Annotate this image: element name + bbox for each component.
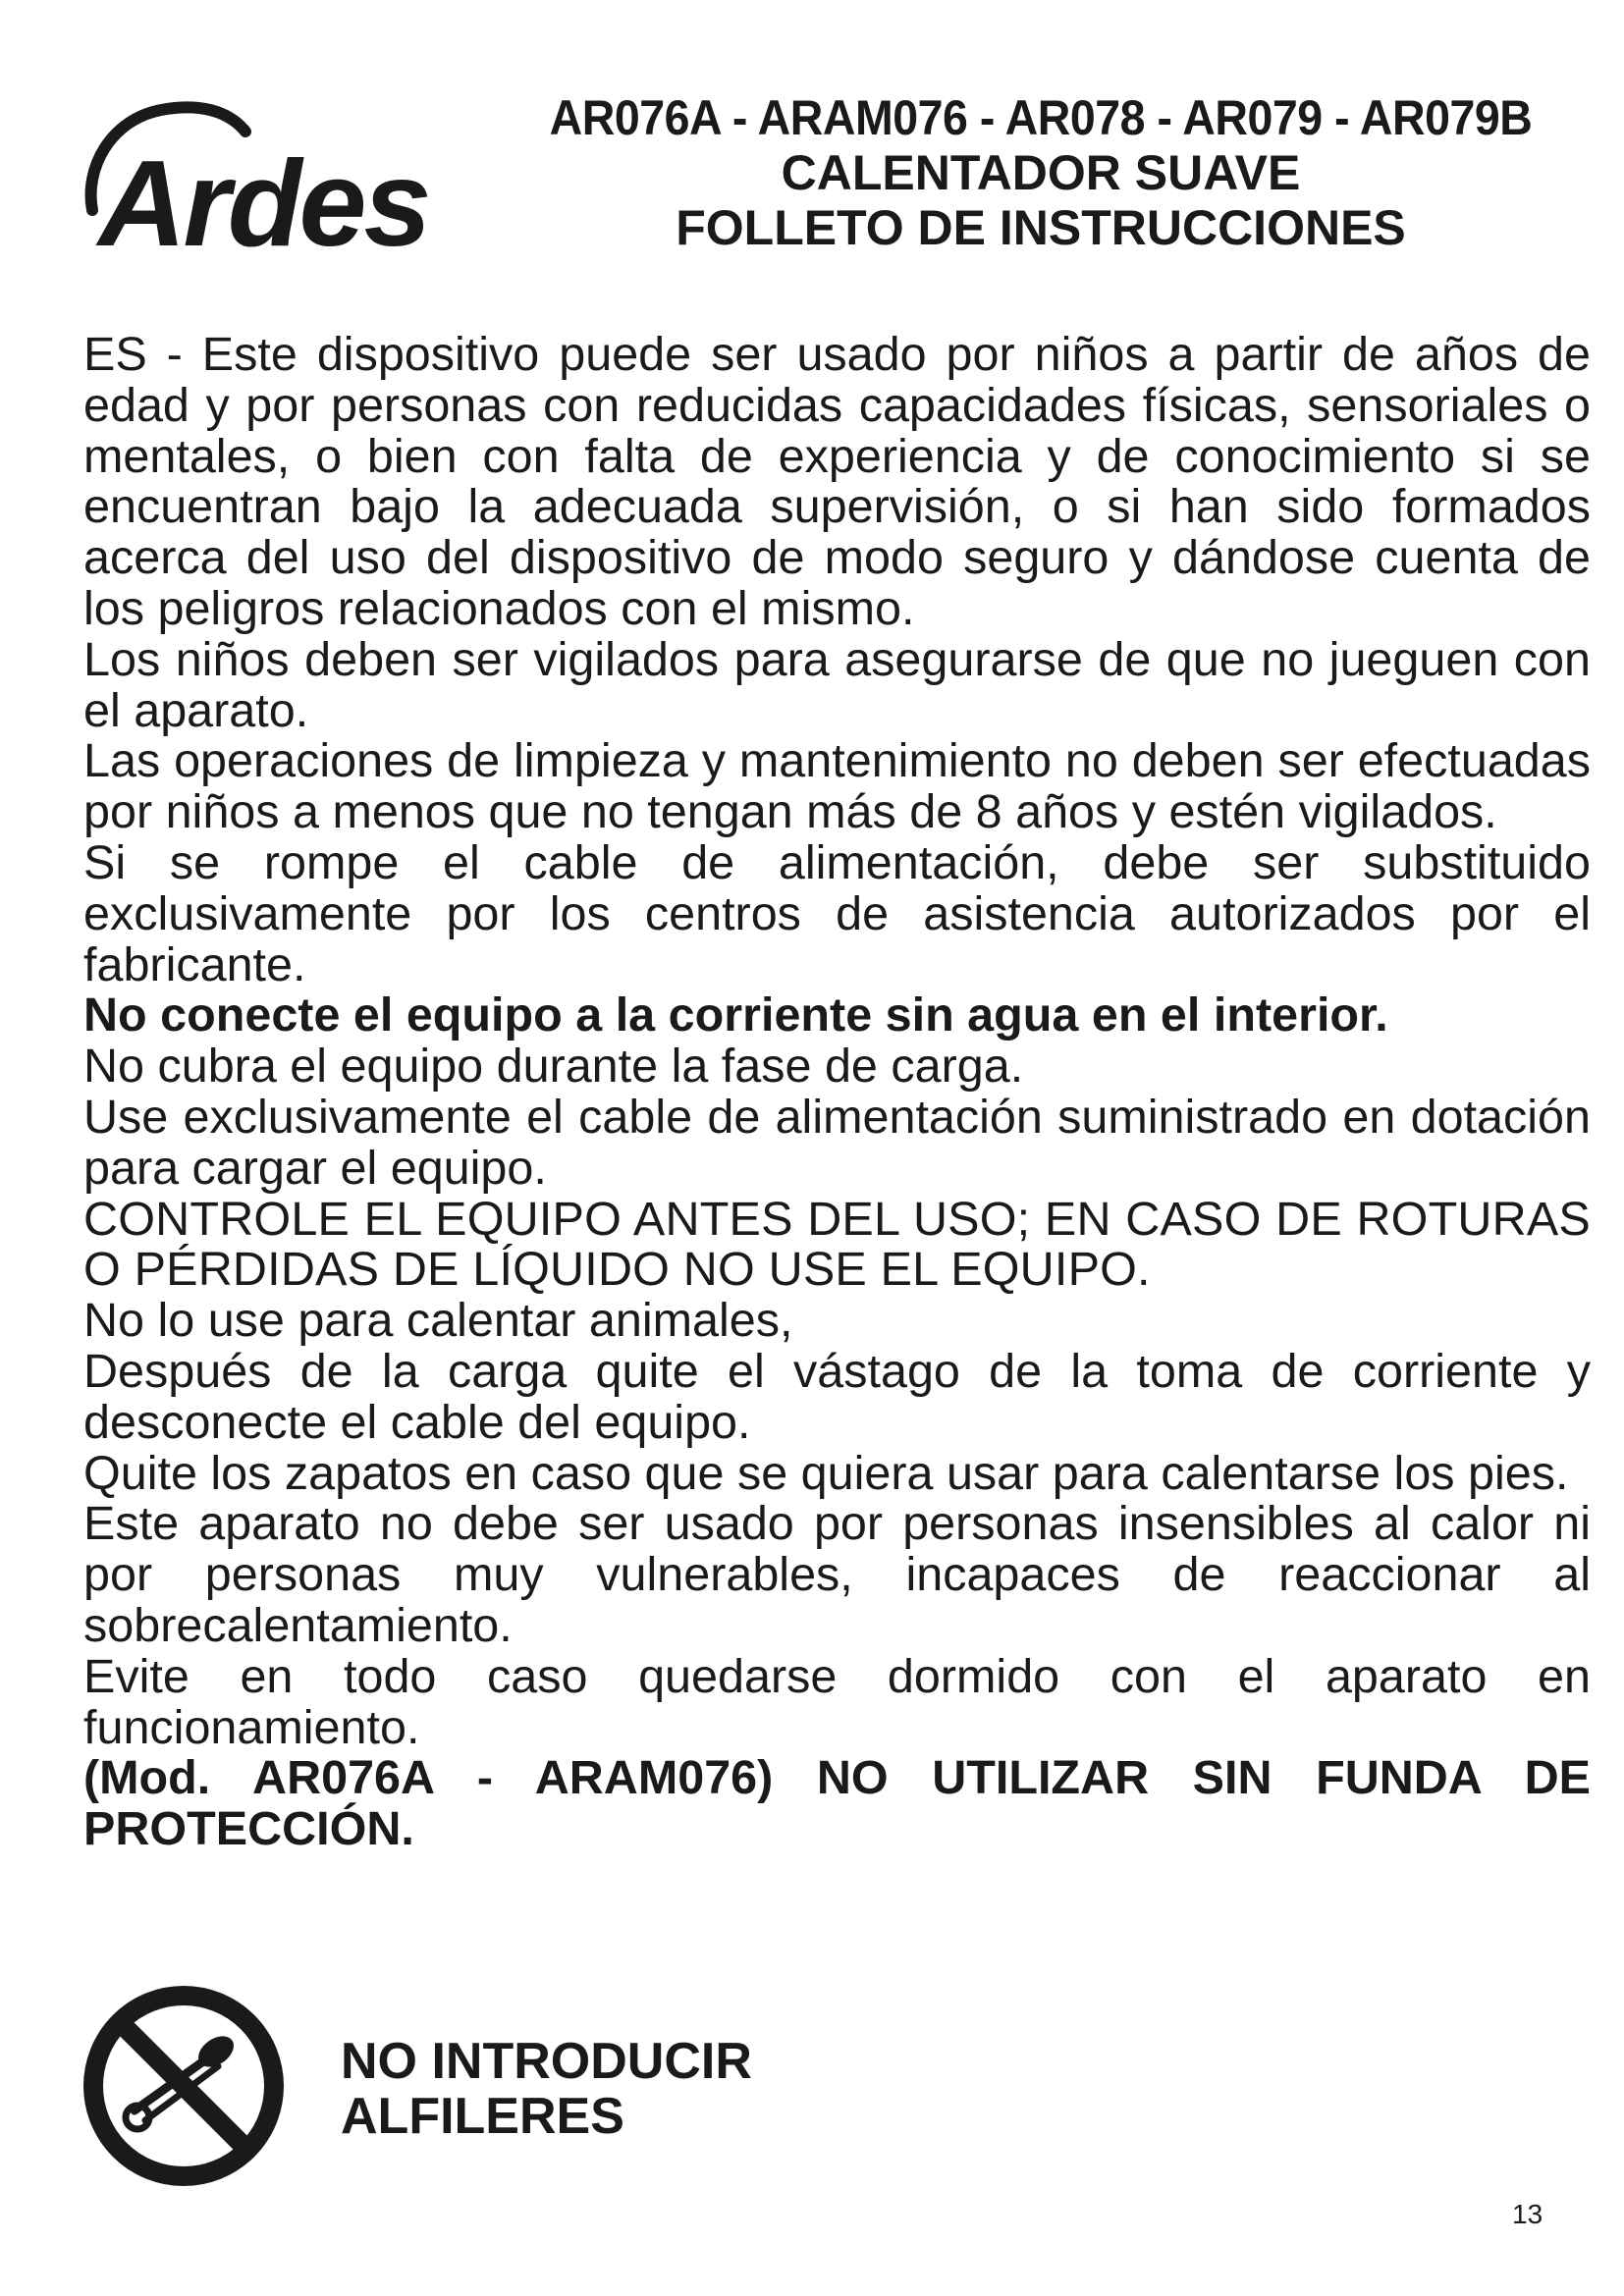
paragraph-remove-shoes: Quite los zapatos en caso que se quiera usar para calentarse los pies. (83, 1446, 1569, 1500)
logo-wordmark: Ardes (98, 136, 429, 257)
model-numbers: AR076A - ARAM076 - AR078 - AR079 - AR079B (549, 90, 1533, 145)
paragraph-supplied-cable: Use exclusivamente el cable de alimentación suministrado en dotación para cargar el equipo. (83, 1090, 1591, 1195)
ardes-logo (81, 100, 434, 257)
paragraph-protective-cover: (Mod. AR076A - ARAM076) NO UTILIZAR SIN FUNDA DE PROTECCIÓN. (83, 1751, 1591, 1856)
warning-label (341, 2034, 752, 2144)
paragraph-power-cable: Si se rompe el cable de alimentación, debe ser substituido exclusivamente por los centros de asistencia autorizados por el fabricante. (83, 835, 1591, 991)
paragraph-insensitive-persons: Este aparato no debe ser usado por personas insensibles al calor ni por personas muy vulnerables, incapaces de reaccionar al sobrecalentamiento. (83, 1497, 1591, 1652)
warning-line-1: NO INTRODUCIR (341, 2033, 752, 2090)
paragraph-no-water-warning: No conecte el equipo a la corriente sin agua en el interior. (83, 988, 1388, 1042)
warning-line-2: ALFILERES (341, 2088, 624, 2145)
page-number: 13 (1512, 2199, 1543, 2229)
no-pins-warning (81, 1983, 964, 2199)
document-title: FOLLETO DE INSTRUCCIONES (676, 200, 1406, 255)
document-header (0, 0, 1624, 294)
instructions-body (83, 330, 1591, 1855)
product-name: CALENTADOR SUAVE (781, 145, 1301, 200)
paragraph-do-not-sleep: Evite en todo caso quedarse dormido con el aparato en funcionamiento. (83, 1649, 1591, 1754)
header-titles (511, 90, 1571, 255)
paragraph-children-supervision: Los niños deben ser vigilados para asegurarse de que no jueguen con el aparato. (83, 632, 1591, 737)
paragraph-do-not-cover: No cubra el equipo durante la fase de carga. (83, 1040, 1024, 1094)
no-pins-icon (81, 1983, 287, 2189)
paragraph-cleaning: Las operaciones de limpieza y mantenimiento no deben ser efectuadas por niños a menos que no tengan más de 8 años y estén vigilados. (83, 734, 1591, 839)
paragraph-no-animals: No lo use para calentar animales, (83, 1294, 793, 1348)
paragraph-check-device: CONTROLE EL EQUIPO ANTES DEL USO; EN CASO DE ROTURAS O PÉRDIDAS DE LÍQUIDO NO USE EL EQUIPO. (83, 1192, 1591, 1297)
paragraph-after-charge: Después de la carga quite el vástago de la toma de corriente y desconecte el cable del equipo. (83, 1344, 1591, 1449)
paragraph-children-use: ES - Este dispositivo puede ser usado por niños a partir de años de edad y por personas con reducidas capacidades físicas, sensoriales o mentales, o bien con falta de experiencia y de conocimiento si se encuentran bajo la adecuada supervisión, o si han sido formados acerca del uso del dispositivo de modo seguro y dándose cuenta de los peligros relacionados con el mismo. (83, 328, 1591, 635)
